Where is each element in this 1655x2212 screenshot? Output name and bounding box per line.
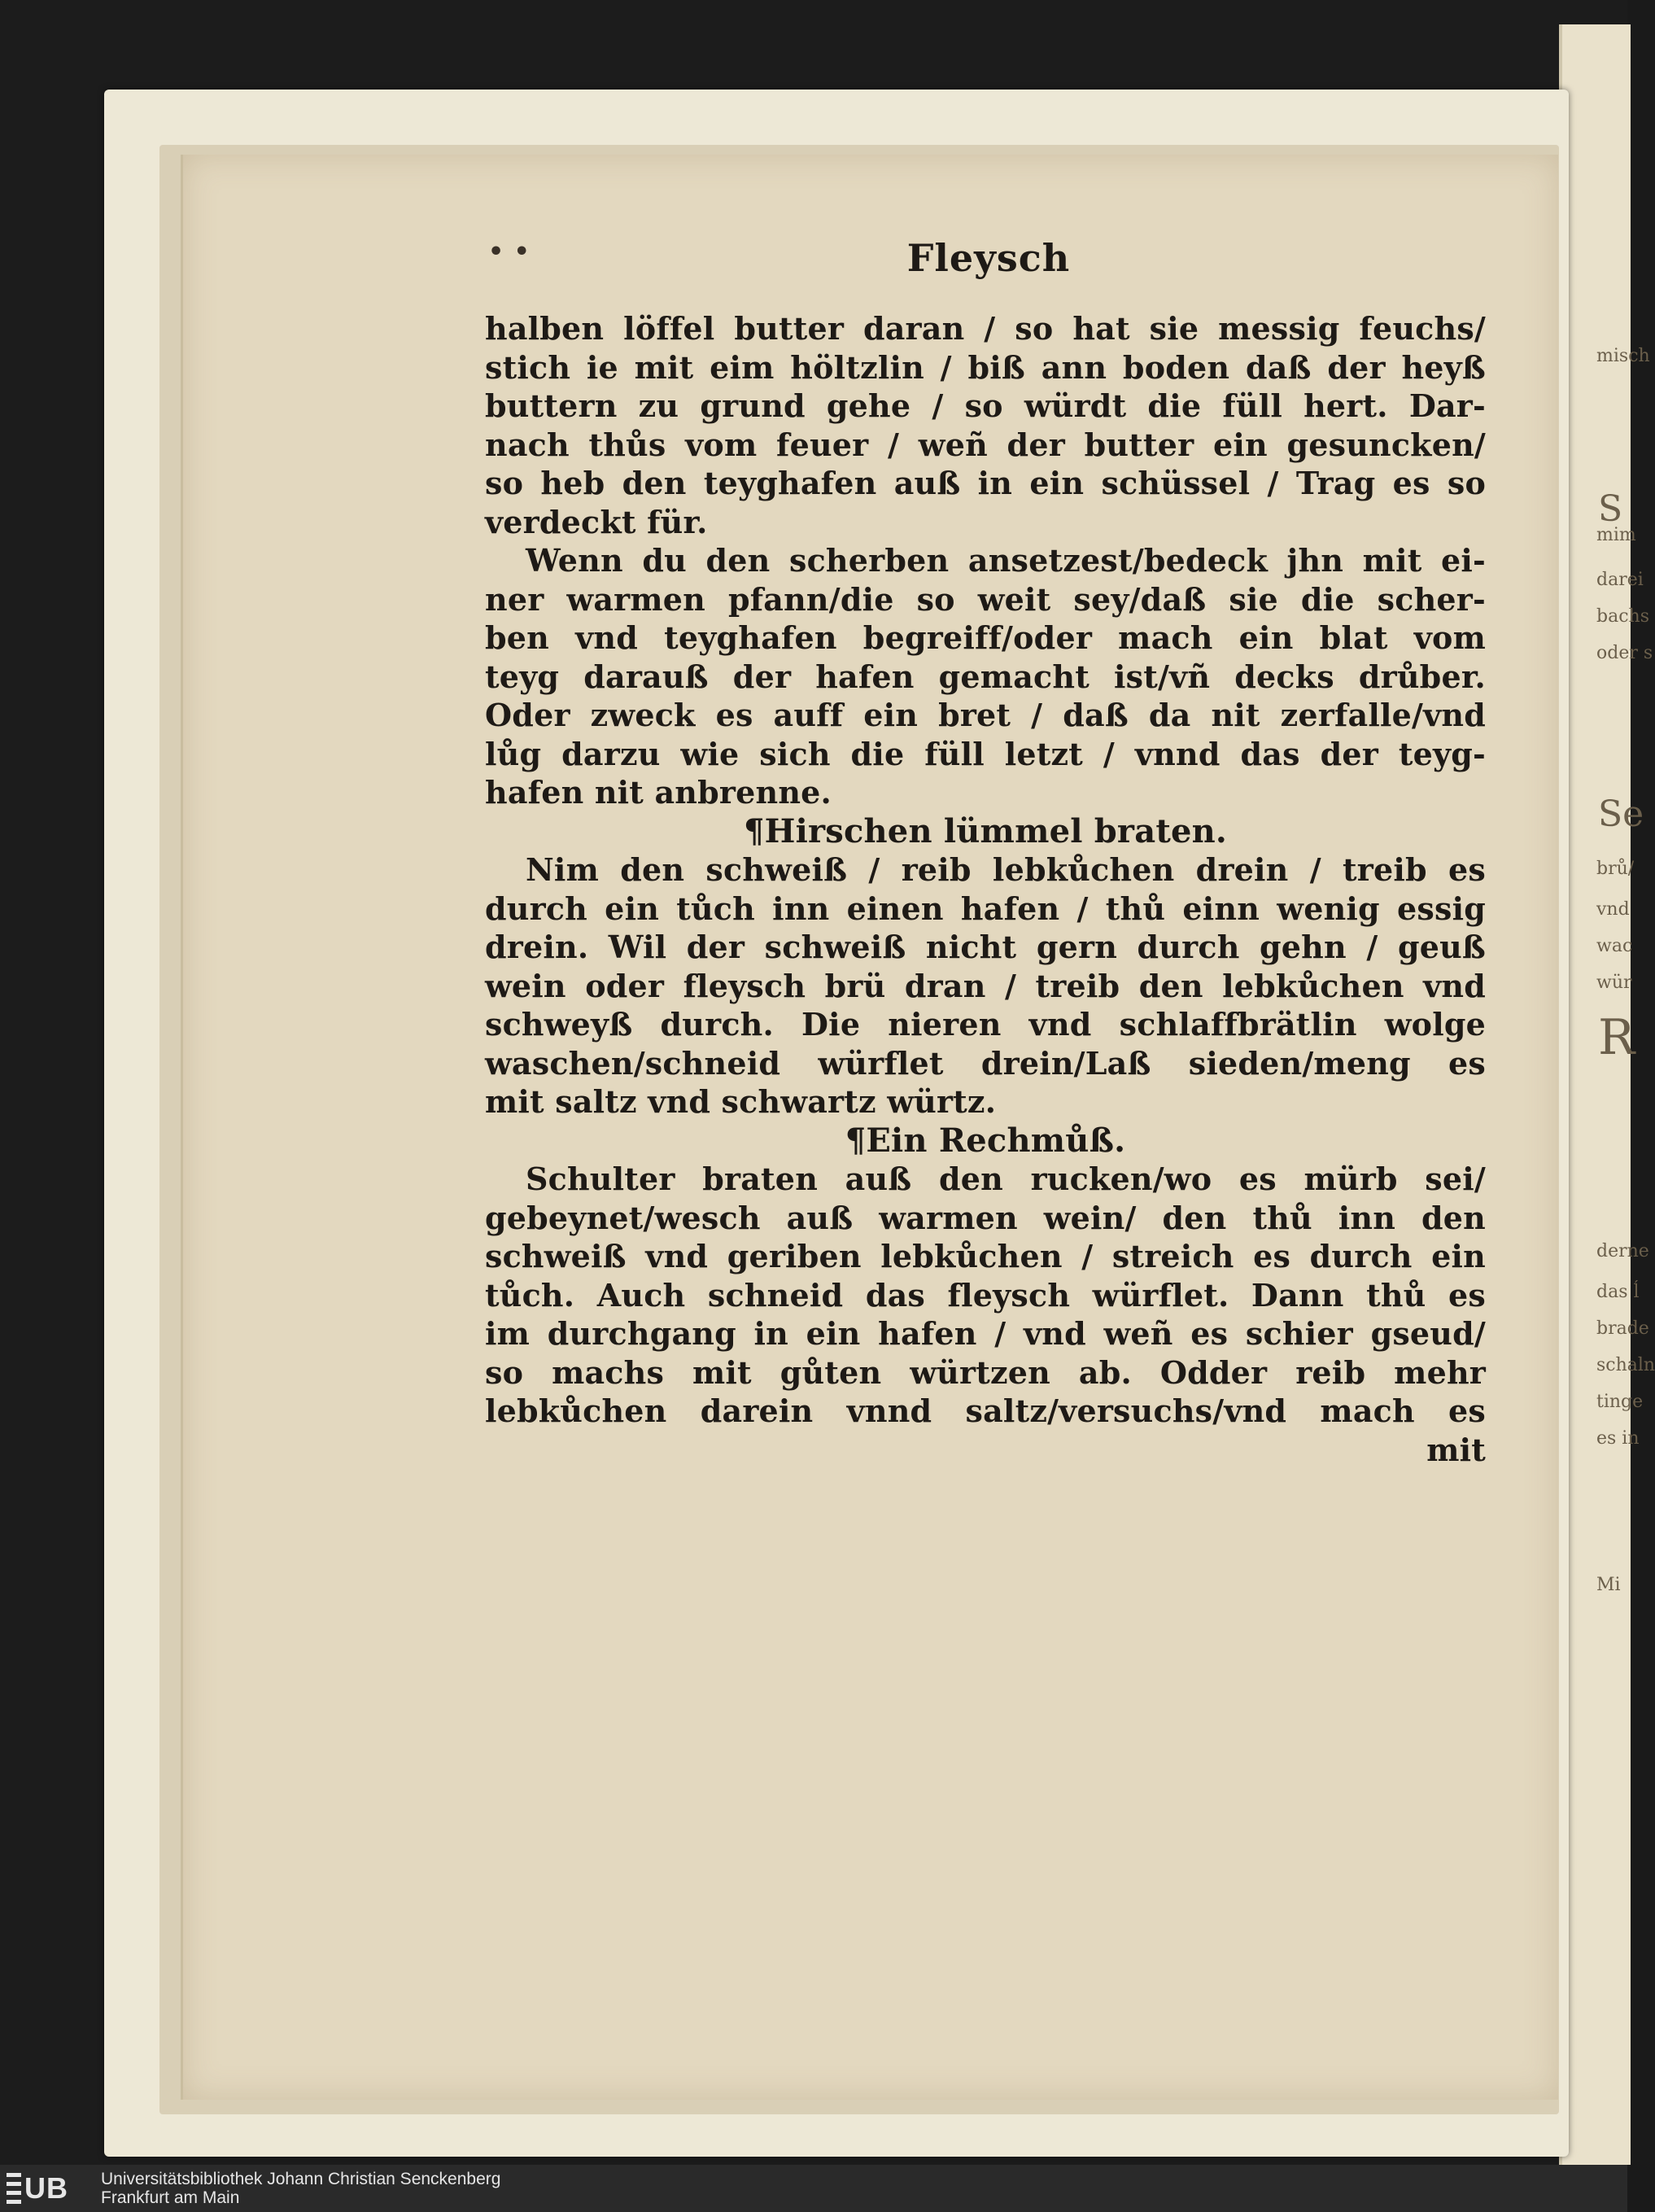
adjacent-page-fragment: wac	[1596, 936, 1633, 956]
text-line: schweyß durch. Die nieren vnd schlaffbrätlin wolge	[485, 1006, 1486, 1043]
adjacent-page-fragment: oder s	[1596, 643, 1653, 663]
adjacent-page-fragment: brade	[1596, 1318, 1649, 1339]
section-heading: ¶Hirschen lümmel braten.	[743, 811, 1228, 850]
adjacent-page-fragment: darei	[1596, 570, 1644, 590]
text-line: ben vnd teyghafen begreiff/oder mach ein blat vom	[485, 619, 1486, 656]
adjacent-page-fragment: schaln	[1596, 1355, 1655, 1375]
adjacent-page-fragment: mim	[1596, 525, 1636, 545]
text-line: wein oder fleysch brü dran / treib den lebkůchen vnd	[485, 967, 1486, 1004]
running-head	[488, 236, 1489, 280]
running-head-title: Fleysch	[906, 236, 1071, 280]
text-line: Wenn du den scherben ansetzest/bedeck jhn mit ei-	[526, 542, 1486, 579]
logo-bars-icon	[7, 2173, 21, 2204]
adjacent-page-fragment: tinge	[1596, 1392, 1644, 1412]
text-line: buttern zu grund gehe / so würdt die füll hert. Dar-	[485, 387, 1486, 424]
adjacent-page-fragment: Mi	[1596, 1575, 1621, 1595]
text-line: im durchgang in ein hafen / vnd weñ es schier gseud/	[485, 1315, 1486, 1352]
text-line: gebeynet/wesch auß warmen wein/ den thů inn den	[485, 1199, 1486, 1236]
text-line: lůg darzu wie sich die füll letzt / vnnd das der teyg-	[485, 735, 1486, 772]
text-line: Oder zweck es auff ein bret / daß da nit zerfalle/vnd	[485, 697, 1486, 733]
footer-bar	[0, 2165, 1627, 2212]
text-line: nach thůs vom feuer / weñ der butter ein gesuncken/	[485, 426, 1486, 463]
text-line: Nim den schweiß / reib lebkůchen drein / treib es	[526, 851, 1486, 888]
text-line: mit	[1426, 1431, 1486, 1468]
adjacent-page-fragment: misch	[1596, 346, 1650, 366]
text-line: teyg darauß der hafen gemacht ist/vñ decks drůber.	[485, 658, 1486, 695]
adjacent-page-fragment: wür	[1596, 973, 1632, 993]
text-line: so heb den teyghafen auß in ein schüssel / Trag es so	[485, 465, 1486, 501]
library-name-line1: Universitätsbibliothek Johann Christian Senckenberg	[101, 2170, 501, 2188]
adjacent-page	[1559, 24, 1655, 2165]
text-line: Schulter braten auß den rucken/wo es mürb sei/	[526, 1161, 1486, 1197]
adjacent-page-fragment: derne	[1596, 1241, 1649, 1261]
ub-logo	[7, 2171, 94, 2205]
text-line: ner warmen pfann/die so weit sey/daß sie die scher-	[485, 580, 1486, 618]
text-line: lebkůchen darein vnnd saltz/versuchs/vnd mach es	[485, 1392, 1486, 1429]
running-head-dots: • •	[488, 238, 531, 266]
text-line: durch ein tůch inn einen hafen / thů einn wenig essig	[485, 890, 1486, 927]
adjacent-page-fragment: R	[1598, 1009, 1635, 1066]
adjacent-page-fragment: es in	[1596, 1428, 1640, 1449]
logo-text: UB	[24, 2171, 68, 2205]
library-name-line2: Frankfurt am Main	[101, 2188, 240, 2207]
text-line: halben löffel butter daran / so hat sie messig feuchs/	[485, 310, 1486, 347]
adjacent-page-fragment: vnd	[1596, 899, 1630, 920]
adjacent-page-fragment: brů/	[1596, 859, 1635, 879]
text-line: drein. Wil der schweiß nicht gern durch gehn / geuß	[485, 929, 1486, 965]
adjacent-page-fragment: das ĺ	[1596, 1282, 1640, 1302]
text-line: waschen/schneid würflet drein/Laß sieden/meng es	[485, 1044, 1486, 1082]
adjacent-page-fragment: bachs	[1596, 606, 1649, 627]
section-heading: ¶Ein Rechmůß.	[845, 1121, 1126, 1160]
adjacent-page-fragment: Se	[1598, 793, 1644, 835]
text-line: mit saltz vnd schwartz würtz.	[485, 1083, 997, 1120]
library-name	[101, 2170, 500, 2207]
text-line: hafen nit anbrenne.	[485, 774, 832, 811]
text-line: so machs mit gůten würtzen ab. Odder reib mehr	[485, 1353, 1486, 1391]
text-line: schweiß vnd geriben lebkůchen / streich es durch ein	[485, 1238, 1486, 1274]
text-line: tůch. Auch schneid das fleysch würflet. Dann thů es	[485, 1276, 1486, 1314]
adjacent-page-fragment: S	[1598, 488, 1623, 530]
text-line: stich ie mit eim höltzlin / biß ann boden daß der heyß	[485, 348, 1486, 386]
text-line: verdeckt für.	[485, 503, 708, 540]
page-text	[485, 309, 1486, 1469]
